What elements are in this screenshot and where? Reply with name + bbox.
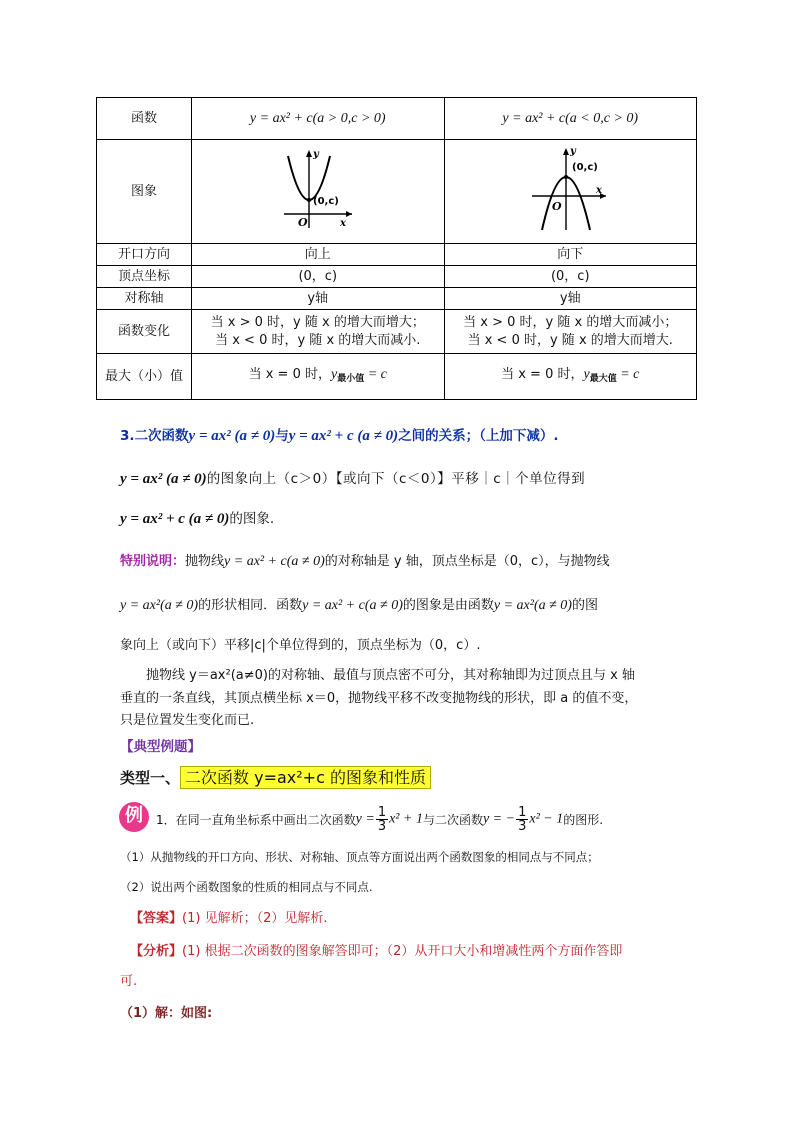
- note-label: 特别说明：: [120, 554, 186, 569]
- change-col1-line1: 当 x > 0 时，y 随 x 的增大而增大；: [210, 314, 425, 330]
- cell-max-col1: [192, 354, 445, 400]
- properties-table: [96, 97, 697, 400]
- para-line2: 垂直的一条直线，其顶点横坐标 x＝0，抛物线平移不改变抛物线的形状，即 a 的值不变，: [120, 691, 638, 706]
- para-line1: 抛物线 y＝ax²(a≠0)的对称轴、最值与顶点密不可分，其对称轴即为过顶点且与 x 轴: [146, 668, 635, 683]
- change-col2-line1: 当 x > 0 时，y 随 x 的增大而减小；: [463, 314, 678, 330]
- answer-label: 【答案】: [130, 911, 183, 926]
- example-f2-pre: y = −: [482, 811, 516, 827]
- section3-line2-formula: y = ax² (a ≠ 0): [120, 471, 207, 487]
- example-f1-den: 3: [377, 819, 387, 834]
- change-col1-line2: 当 x < 0 时，y 随 x 的增大而减小.: [215, 332, 421, 348]
- section3-line3-text: 的图象.: [229, 511, 275, 527]
- max-col2-sub: 最大值: [589, 373, 617, 384]
- max-col1-post: = c: [364, 366, 387, 382]
- downward-parabola-graph: [528, 144, 612, 234]
- example-f2-post: x² − 1: [529, 811, 564, 827]
- solution-line: （1）解：如图:: [120, 1006, 213, 1021]
- section3-heading-c: 之间的关系；（上加下减）.: [398, 428, 559, 444]
- note-line3: 象向上（或向下）平移|c|个单位得到的，顶点坐标为（0，c）.: [120, 638, 481, 653]
- section3-line2-text: 的图象向上（c＞0）【或向下（c＜0）】平移｜c｜个单位得到: [206, 471, 586, 487]
- note-l2-b: 的图象是由函数: [402, 598, 494, 613]
- graph2-point-label: (0,c): [572, 161, 599, 173]
- section3-line3-formula: y = ax² + c (a ≠ 0): [120, 511, 230, 527]
- cell-change-col1: [192, 310, 445, 354]
- example-text-c: 的图形.: [563, 813, 604, 827]
- section3-heading: [120, 424, 559, 445]
- row-label-vertex: 顶点坐标: [97, 266, 192, 288]
- row-label-axis: 对称轴: [97, 288, 192, 310]
- note-l2-formula1: y = ax²(a ≠ 0): [120, 598, 199, 613]
- section3-heading-b: 与: [275, 428, 289, 444]
- graph1-origin-label: O: [297, 215, 308, 229]
- cell-vertex-col1: (0，c): [192, 266, 445, 288]
- change-col2-line2: 当 x < 0 时，y 随 x 的增大而增大.: [467, 332, 673, 348]
- type1-label: 类型一、: [120, 769, 181, 787]
- example-f1-pre: y =: [355, 811, 375, 827]
- analysis-label: 【分析】: [130, 944, 183, 959]
- answer-text: (1) 见解析；（2）见解析.: [182, 911, 328, 926]
- para-line3: 只是位置发生变化而已.: [120, 713, 255, 728]
- example-question-2: （2）说出两个函数图象的性质的相同点与不同点.: [120, 880, 373, 894]
- example-f1-num: 1: [377, 805, 387, 820]
- graph-label: 图象: [97, 140, 192, 244]
- cell-max-col2: [444, 354, 697, 400]
- max-col2-post: = c: [616, 366, 640, 382]
- table-row: [97, 244, 697, 266]
- section3-formula2: y = ax² + c (a ≠ 0): [288, 428, 399, 444]
- cell-axis-col1: y轴: [192, 288, 445, 310]
- row-label-change: 函数变化: [97, 310, 192, 354]
- cell-opening-col2: 向下: [444, 244, 697, 266]
- graph2-y-label: y: [570, 145, 577, 157]
- example-badge: 例: [119, 802, 149, 832]
- graph-downward-cell: [444, 140, 697, 244]
- table-row: [97, 288, 697, 310]
- graph-row: [97, 140, 697, 244]
- max-col2-pre: 当 x = 0 时，: [501, 366, 584, 382]
- graph2-x-label: x: [596, 184, 603, 196]
- header-label: 函数: [97, 98, 192, 140]
- cell-vertex-col2: (0，c): [444, 266, 697, 288]
- graph2-origin-label: O: [552, 199, 562, 213]
- type1-heading: [120, 765, 431, 788]
- example-line: [156, 806, 603, 833]
- note-line1: [120, 550, 610, 570]
- analysis-text1: (1) 根据二次函数的图象解答即可；（2）从开口大小和增减性两个方面作答即: [182, 944, 623, 959]
- row-label-max: 最大（小）值: [97, 354, 192, 400]
- analysis-line1: [130, 940, 622, 959]
- max-col1-sub: 最小值: [337, 373, 365, 384]
- max-col1-pre: 当 x = 0 时，: [248, 366, 331, 382]
- cell-change-col2: [444, 310, 697, 354]
- header-col1: y = ax² + c(a > 0,c > 0): [192, 98, 445, 140]
- example-f1-post: x² + 1: [389, 811, 423, 827]
- section3-line3: [120, 507, 274, 528]
- example-text-b: 与二次函数: [422, 813, 483, 827]
- max-col2-y: y: [583, 366, 590, 382]
- graph1-x-label: x: [339, 217, 346, 229]
- note-l2-a: 的形状相同．函数: [198, 598, 303, 613]
- example-question-1: （1）从抛物线的开口方向、形状、对称轴、顶点等方面说出两个函数图象的相同点与不同点；: [120, 850, 599, 864]
- note-l1-formula: y = ax² + c(a ≠ 0): [224, 554, 325, 569]
- table-header-row: [97, 98, 697, 140]
- section3-number: 3.: [120, 428, 135, 444]
- cell-axis-col2: y轴: [444, 288, 697, 310]
- example-f2-fraction: [516, 806, 528, 833]
- example-text-a: 1．在同一直角坐标系中画出二次函数: [156, 813, 356, 827]
- section3-heading-a: 二次函数: [134, 428, 189, 444]
- note-line2: [120, 594, 598, 614]
- max-col1-y: y: [330, 366, 338, 382]
- row-label-opening: 开口方向: [97, 244, 192, 266]
- change-row: [97, 310, 697, 354]
- note-l2-formula3: y = ax²(a ≠ 0): [493, 598, 572, 613]
- note-l1-a: 抛物线: [185, 554, 225, 569]
- upward-parabola-graph: [278, 146, 358, 232]
- answer-line: [130, 907, 327, 926]
- graph1-y-label: y: [312, 148, 319, 160]
- cell-opening-col1: 向上: [192, 244, 445, 266]
- type1-title: 二次函数 y=ax²+c 的图象和性质: [180, 766, 431, 789]
- header-col2: y = ax² + c(a < 0,c > 0): [444, 98, 697, 140]
- example-f2-den: 3: [518, 819, 527, 834]
- max-row: [97, 354, 697, 400]
- analysis-line2: 可.: [120, 974, 138, 989]
- section3-formula1: y = ax² (a ≠ 0): [188, 428, 276, 444]
- note-l1-b: 的对称轴是 y 轴，顶点坐标是（0，c），与抛物线: [324, 554, 610, 569]
- graph-upward-cell: [192, 140, 445, 244]
- example-f2-num: 1: [518, 805, 527, 820]
- example-f1-fraction: [376, 806, 388, 833]
- note-l2-c: 的图: [571, 598, 598, 613]
- graph1-point-label: (0,c): [312, 195, 339, 207]
- table-row: [97, 266, 697, 288]
- note-l2-formula2: y = ax² + c(a ≠ 0): [302, 598, 403, 613]
- section3-line2: [120, 467, 585, 488]
- typical-examples-heading: 【典型例题】: [120, 739, 201, 755]
